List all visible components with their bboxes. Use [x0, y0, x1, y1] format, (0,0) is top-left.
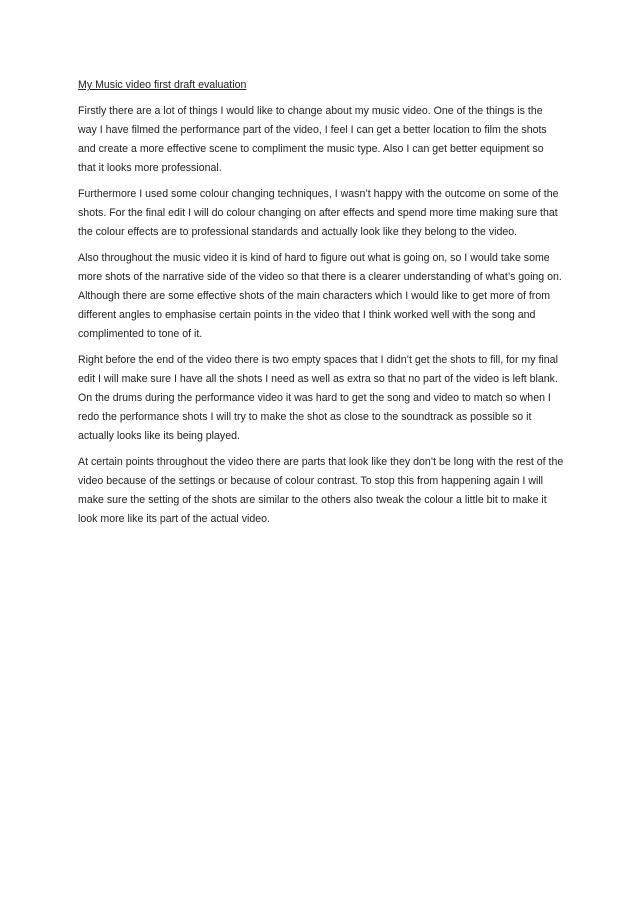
document-body — [78, 76, 564, 536]
paragraph-4: Right before the end of the video there is two empty spaces that I didn’t get the shots to fill, for my final edit I will make sure I have all the shots I need as well as extra so that no part of the video is left blank. On the drums during the performance video it was hard to get the song and video to match so when I redo the performance shots I will try to make the shot as close to the soundtrack as possible so it actually looks like its being played. — [78, 354, 558, 442]
paragraph-2: Furthermore I used some colour changing techniques, I wasn’t happy with the outcome on some of the shots. For the final edit I will do colour changing on after effects and spend more time making sure that the colour effects are to professional standards and actually look like they belong to the video. — [78, 188, 559, 238]
paragraph-1: Firstly there are a lot of things I would like to change about my music video. One of the things is the way I have filmed the performance part of the video, I feel I can get a better location to film the shots and create a more effective scene to compliment the music type. Also I can get better equipment so that it looks more professional. — [78, 105, 547, 174]
paragraph-3: Also throughout the music video it is kind of hard to figure out what is going on, so I would take some more shots of the narrative side of the video so that there is a clearer understanding of what’s going on. Although there are some effective shots of the main characters which I would like to get more of from different angles to emphasise certain points in the video that I think worked well with the song and complimented to tone of it. — [78, 252, 562, 340]
paragraph-5: At certain points throughout the video there are parts that look like they don’t be long with the rest of the video because of the settings or because of colour contrast. To stop this from happening again I will make sure the setting of the shots are similar to the others also tweak the colour a little bit to make it look more like its part of the actual video. — [78, 456, 564, 525]
document-title: My Music video first draft evaluation — [78, 79, 247, 91]
